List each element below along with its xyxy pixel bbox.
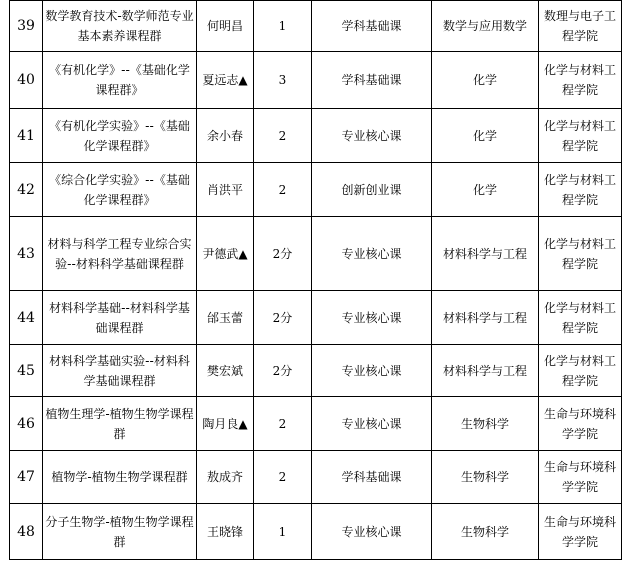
teacher-name: 夏远志▲ xyxy=(197,52,254,109)
course-type: 学科基础课 xyxy=(312,451,432,504)
course-name: 《有机化学》--《基础化学课程群》 xyxy=(43,52,197,109)
table-row xyxy=(10,504,622,560)
row-number: 42 xyxy=(10,163,43,217)
table-row xyxy=(10,109,622,163)
course-name: 植物学-植物生物学课程群 xyxy=(43,451,197,504)
course-name: 材料科学基础--材料科学基础课程群 xyxy=(43,291,197,345)
teacher-name: 邰玉蕾 xyxy=(197,291,254,345)
college: 化学与材料工程学院 xyxy=(539,217,622,291)
course-type: 创新创业课 xyxy=(312,163,432,217)
table-row xyxy=(10,1,622,52)
course-table-body xyxy=(10,1,622,560)
course-name: 《有机化学实验》--《基础化学课程群》 xyxy=(43,109,197,163)
credit: 2分 xyxy=(254,217,312,291)
row-number: 43 xyxy=(10,217,43,291)
teacher-name: 肖洪平 xyxy=(197,163,254,217)
major: 化学 xyxy=(432,109,539,163)
college: 数理与电子工程学院 xyxy=(539,1,622,52)
course-type: 专业核心课 xyxy=(312,345,432,397)
row-number: 46 xyxy=(10,397,43,451)
course-table xyxy=(9,0,622,560)
table-row xyxy=(10,163,622,217)
teacher-name: 王晓锋 xyxy=(197,504,254,560)
teacher-name: 尹德武▲ xyxy=(197,217,254,291)
course-type: 学科基础课 xyxy=(312,1,432,52)
table-row xyxy=(10,397,622,451)
teacher-name: 樊宏斌 xyxy=(197,345,254,397)
credit: 2 xyxy=(254,109,312,163)
college: 生命与环境科学学院 xyxy=(539,451,622,504)
course-name: 植物生理学-植物生物学课程群 xyxy=(43,397,197,451)
major: 化学 xyxy=(432,163,539,217)
college: 化学与材料工程学院 xyxy=(539,345,622,397)
row-number: 47 xyxy=(10,451,43,504)
row-number: 44 xyxy=(10,291,43,345)
credit: 2 xyxy=(254,451,312,504)
major: 数学与应用数学 xyxy=(432,1,539,52)
course-type: 专业核心课 xyxy=(312,291,432,345)
row-number: 41 xyxy=(10,109,43,163)
course-name: 材料与科学工程专业综合实验--材料科学基础课程群 xyxy=(43,217,197,291)
table-row xyxy=(10,291,622,345)
row-number: 39 xyxy=(10,1,43,52)
table-row xyxy=(10,345,622,397)
teacher-name: 敖成齐 xyxy=(197,451,254,504)
course-type: 专业核心课 xyxy=(312,397,432,451)
row-number: 45 xyxy=(10,345,43,397)
major: 生物科学 xyxy=(432,504,539,560)
table-row xyxy=(10,52,622,109)
college: 化学与材料工程学院 xyxy=(539,163,622,217)
college: 生命与环境科学学院 xyxy=(539,504,622,560)
teacher-name: 陶月良▲ xyxy=(197,397,254,451)
major: 材料科学与工程 xyxy=(432,345,539,397)
credit: 3 xyxy=(254,52,312,109)
row-number: 48 xyxy=(10,504,43,560)
college: 化学与材料工程学院 xyxy=(539,291,622,345)
course-type: 专业核心课 xyxy=(312,109,432,163)
major: 材料科学与工程 xyxy=(432,291,539,345)
course-type: 专业核心课 xyxy=(312,504,432,560)
table-row xyxy=(10,217,622,291)
college: 化学与材料工程学院 xyxy=(539,52,622,109)
credit: 2分 xyxy=(254,345,312,397)
teacher-name: 何明昌 xyxy=(197,1,254,52)
credit: 2 xyxy=(254,163,312,217)
teacher-name: 余小春 xyxy=(197,109,254,163)
row-number: 40 xyxy=(10,52,43,109)
course-name: 分子生物学-植物生物学课程群 xyxy=(43,504,197,560)
table-row xyxy=(10,451,622,504)
credit: 2 xyxy=(254,397,312,451)
major: 生物科学 xyxy=(432,397,539,451)
major: 生物科学 xyxy=(432,451,539,504)
course-type: 专业核心课 xyxy=(312,217,432,291)
credit: 1 xyxy=(254,1,312,52)
course-type: 学科基础课 xyxy=(312,52,432,109)
credit: 2分 xyxy=(254,291,312,345)
course-name: 《综合化学实验》--《基础化学课程群》 xyxy=(43,163,197,217)
college: 生命与环境科学学院 xyxy=(539,397,622,451)
college: 化学与材料工程学院 xyxy=(539,109,622,163)
credit: 1 xyxy=(254,504,312,560)
course-name: 材料科学基础实验--材料科学基础课程群 xyxy=(43,345,197,397)
course-name: 数学教育技术-数学师范专业基本素养课程群 xyxy=(43,1,197,52)
major: 材料科学与工程 xyxy=(432,217,539,291)
major: 化学 xyxy=(432,52,539,109)
